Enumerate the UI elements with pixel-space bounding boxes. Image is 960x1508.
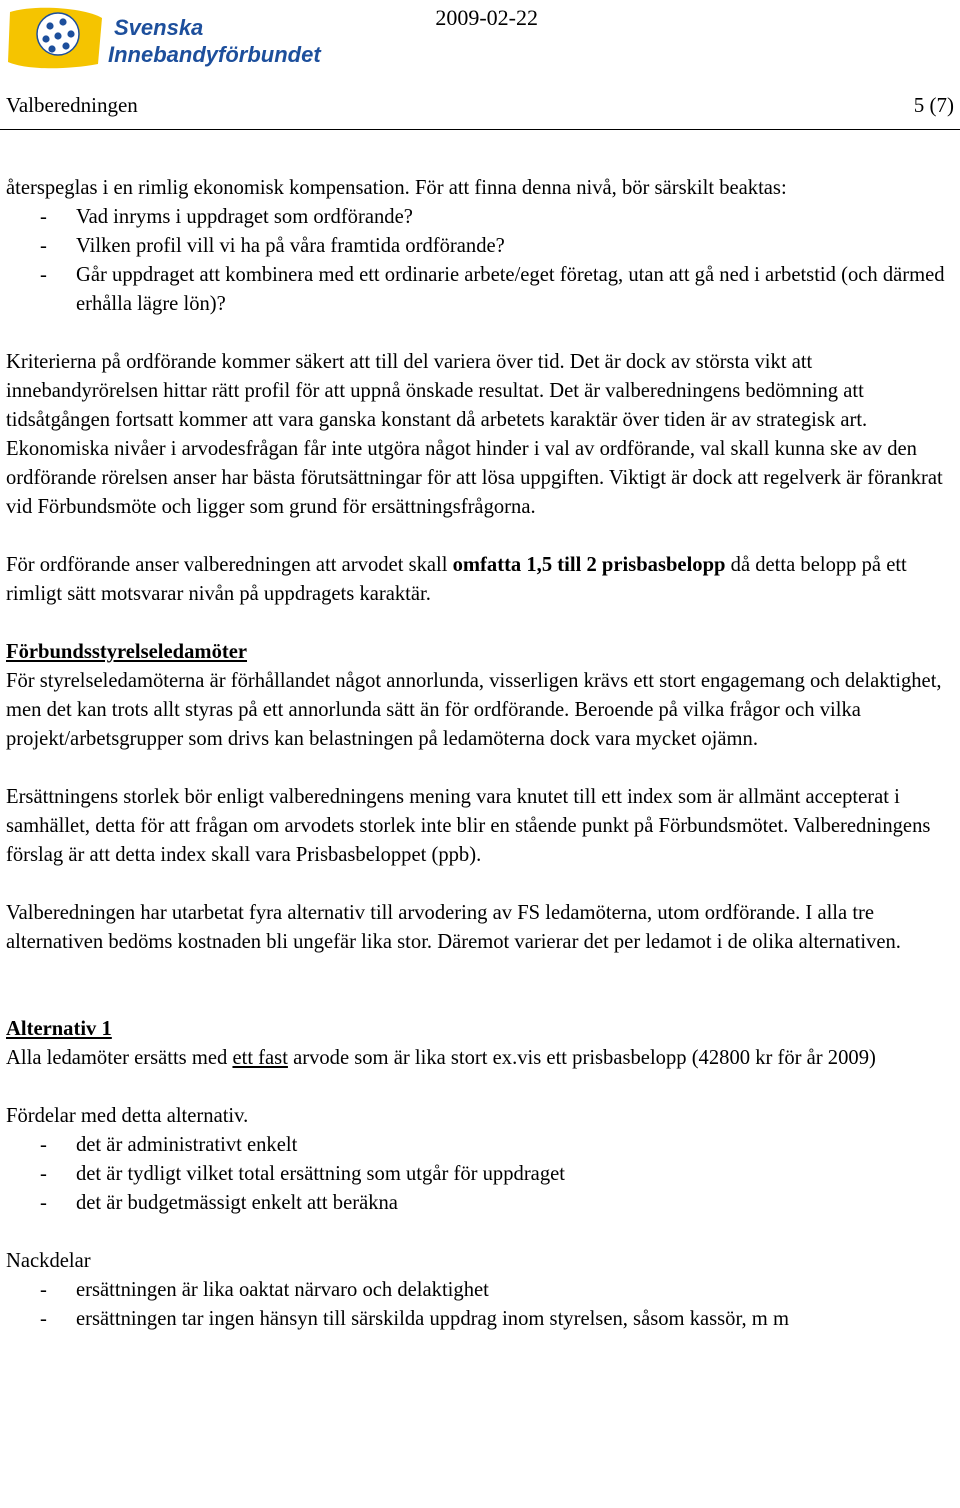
list-item <box>6 1160 956 1189</box>
spacer <box>6 957 956 1015</box>
list-item-text: ersättningen tar ingen hänsyn till särskilda uppdrag inom styrelsen, såsom kassör, m m <box>76 1308 789 1330</box>
logo <box>6 4 326 70</box>
page-number: 5 (7) <box>913 93 954 117</box>
text-run: då detta belopp på ett rimligt sätt motsvarar nivån på uppdragets karaktär. <box>6 554 907 605</box>
list-item <box>6 261 956 319</box>
list-item-text: ersättningen är lika oaktat närvaro och delaktighet <box>76 1279 489 1301</box>
list-item <box>6 1189 956 1218</box>
spacer <box>6 1218 956 1247</box>
paragraph: För styrelseledamöterna är förhållandet något annorlunda, visserligen krävs ett stort engagemang och delaktighet, men det kan trots allt styras på ett annorlunda sätt än för ordförande. Beroende på vilka frågor och vilka projekt/arbetsgrupper som drivs kan belastningen på ledamöterna dock vara mycket ojämn. <box>6 670 942 750</box>
document-date: 2009-02-22 <box>435 5 538 30</box>
disadvantages-list <box>6 1276 956 1334</box>
section-heading: Alternativ 1 <box>6 1018 112 1040</box>
spacer <box>6 870 956 899</box>
list-bullet: - <box>40 264 47 286</box>
logo-graphic <box>6 4 326 70</box>
list-item-text: det är administrativt enkelt <box>76 1134 298 1156</box>
list-item <box>6 1276 956 1305</box>
list-bullet: - <box>40 235 47 257</box>
list-item-text: det är tydligt vilket total ersättning som utgår för uppdraget <box>76 1163 565 1185</box>
paragraph: Ersättningens storlek bör enligt valberedningens mening vara knutet till ett index som är allmänt accepterat i samhället, detta för att frågan om arvodets storlek inte blir en stående punkt på Förbundsmötet. Valberedningens förslag är att detta index skall vara Prisbasbeloppet (ppb). <box>6 786 931 866</box>
list-bullet: - <box>40 1279 47 1301</box>
paragraph <box>6 1044 956 1073</box>
list-item-text: det är budgetmässigt enkelt att beräkna <box>76 1192 398 1214</box>
list-item-text: Går uppdraget att kombinera med ett ordinarie arbete/eget företag, utan att gå ned i arbetstid (och därmed erhålla lägre lön)? <box>76 264 945 315</box>
list-label: Fördelar med detta alternativ. <box>6 1105 249 1127</box>
header-title: Valberedningen <box>6 93 138 117</box>
list-item <box>6 1131 956 1160</box>
list-item <box>6 1305 956 1334</box>
criteria-list <box>6 203 956 319</box>
list-item <box>6 232 956 261</box>
logo-text-2: Innebandyförbundet <box>108 42 321 67</box>
list-item-text: Vilken profil vill vi ha på våra framtida ordförande? <box>76 235 505 257</box>
list-item-text: Vad inryms i uppdraget som ordförande? <box>76 206 413 228</box>
list-item <box>6 203 956 232</box>
text-run: arvode som är lika stort ex.vis ett prisbasbelopp (42800 kr för år 2009) <box>287 1047 876 1069</box>
paragraph: återspeglas i en rimlig ekonomisk kompensation. För att finna denna nivå, bör särskilt beaktas: <box>6 177 787 199</box>
header-divider <box>0 129 960 130</box>
spacer <box>6 319 956 348</box>
section-heading: Förbundsstyrelseledamöter <box>6 641 248 663</box>
logo-text-1: Svenska <box>114 15 204 40</box>
spacer <box>6 609 956 638</box>
paragraph: Valberedningen har utarbetat fyra alternativ till arvodering av FS ledamöterna, utom ordförande. I alla tre alternativen bedöms kostnaden bli ungefär lika stor. Däremot varierar det per ledamot i de olika alternativen. <box>6 902 901 953</box>
list-bullet: - <box>40 1308 47 1330</box>
spacer <box>6 754 956 783</box>
paragraph <box>6 551 956 609</box>
text-run: Alla ledamöter ersätts med <box>6 1047 233 1069</box>
spacer <box>6 1073 956 1102</box>
document-body <box>6 174 956 1334</box>
list-bullet: - <box>40 1192 47 1214</box>
advantages-list <box>6 1131 956 1218</box>
list-bullet: - <box>40 1134 47 1156</box>
text-run: För ordförande anser valberedningen att arvodet skall <box>6 554 453 576</box>
bold-text: omfatta 1,5 till 2 prisbasbelopp <box>452 554 726 576</box>
spacer <box>6 522 956 551</box>
list-label: Nackdelar <box>6 1250 91 1272</box>
list-bullet: - <box>40 206 47 228</box>
list-bullet: - <box>40 1163 47 1185</box>
paragraph: Kriterierna på ordförande kommer säkert att till del variera över tid. Det är dock av största vikt att innebandyrörelsen hittar rätt profil för att uppnå önskade resultat. Det är valberedningens bedömning att tidsåtgången fortsatt kommer att vara ganska konstant då arbetets karaktär över tiden är av strategisk art. Ekonomiska nivåer i arvodesfrågan får inte utgöra något hinder i val av ordförande, val skall kunna ske av den ordförande rörelsen anser har bästa förutsättningar för att lösa uppgiften. Viktigt är dock att regelverk är förankrat vid Förbundsmöte och ligger som grund för ersättningsfrågorna. <box>6 351 943 518</box>
underlined-text: ett fast <box>232 1047 288 1069</box>
